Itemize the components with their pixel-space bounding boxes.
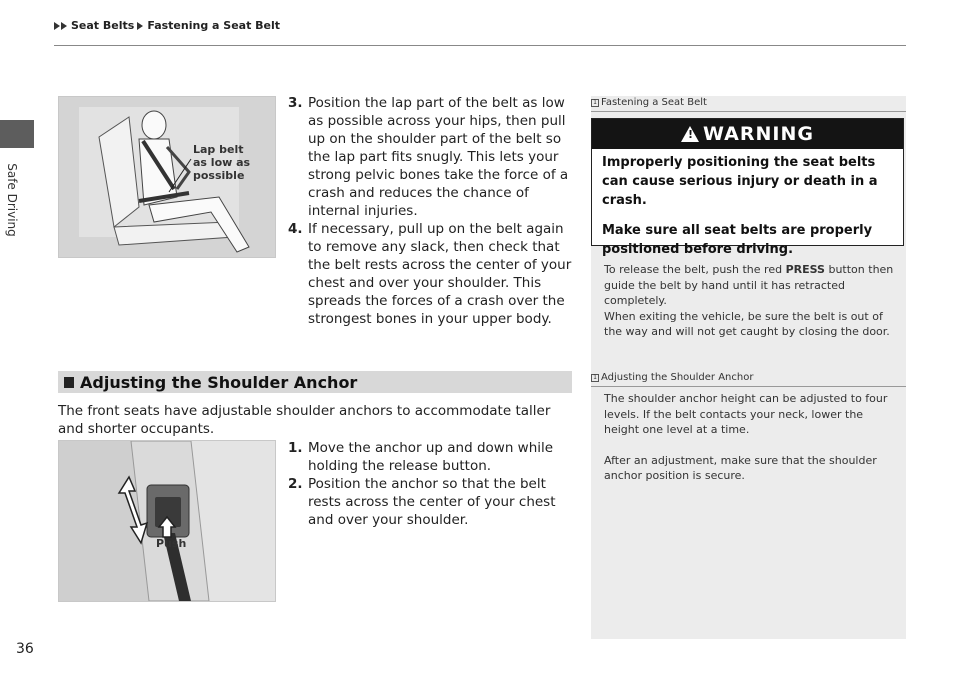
section-tab-label: Safe Driving bbox=[5, 163, 19, 237]
step-list bbox=[288, 439, 578, 529]
section-tab[interactable] bbox=[0, 160, 24, 240]
warning-triangle-icon bbox=[681, 126, 699, 142]
step-item bbox=[288, 439, 578, 475]
header-divider bbox=[54, 45, 906, 46]
section-intro: The front seats have adjustable shoulder anchors to accommodate taller and shorter occupants. bbox=[58, 403, 551, 437]
warning-body bbox=[592, 149, 903, 263]
step-text: Position the lap part of the belt as low as possible across your hips, then pull up on the shoulder part of the belt so the lap part fits snugly. This lets your strong pelvic bones take the force of a crash and reduces the chance of internal injuries. bbox=[308, 95, 569, 219]
warning-box bbox=[591, 118, 904, 257]
warning-text: Improperly positioning the seat belts can cause serious injury or death in a crash. bbox=[602, 155, 878, 208]
step-text: Move the anchor up and down while holding the release button. bbox=[308, 440, 554, 474]
warning-text: Make sure all seat belts are properly positioned before driving. bbox=[602, 223, 873, 257]
breadcrumb-arrow-icon bbox=[137, 22, 143, 30]
section-square-icon bbox=[64, 377, 74, 388]
figure-callout-line: Lap belt bbox=[193, 143, 244, 156]
step-list bbox=[288, 94, 578, 328]
seat-belt-illustration bbox=[58, 96, 276, 258]
note-reference-icon: 1 bbox=[591, 99, 599, 107]
step-text: If necessary, pull up on the belt again to remove any slack, then check that the belt rests across the center of your chest and over your shoulder. This spreads the forces of a crash over the strongest bones in your upper body. bbox=[308, 221, 572, 327]
note-paragraph: The shoulder anchor height can be adjusted to four levels. If the belt contacts your neck, lower the height one level at a time. bbox=[604, 392, 888, 436]
section-tab-marker bbox=[0, 120, 34, 148]
note-paragraph bbox=[604, 262, 896, 309]
shoulder-anchor-icon bbox=[59, 441, 275, 601]
note-heading-text: Fastening a Seat Belt bbox=[601, 97, 707, 108]
breadcrumb bbox=[54, 19, 280, 32]
page-number: 36 bbox=[16, 641, 34, 657]
step-number: 2. bbox=[288, 476, 303, 492]
note-body bbox=[604, 391, 896, 484]
step-item bbox=[288, 220, 578, 328]
step-text: Position the anchor so that the belt rests across the center of your chest and over your shoulder. bbox=[308, 476, 556, 528]
breadcrumb-item[interactable]: Seat Belts bbox=[71, 19, 135, 32]
section-title: Adjusting the Shoulder Anchor bbox=[80, 372, 358, 392]
step-item bbox=[288, 94, 578, 220]
figure-callout bbox=[193, 143, 250, 182]
warning-header bbox=[592, 119, 903, 149]
figure-callout: Push bbox=[156, 537, 187, 550]
step-number: 3. bbox=[288, 95, 303, 111]
breadcrumb-arrow-icon bbox=[61, 22, 67, 30]
warning-title: WARNING bbox=[703, 123, 814, 145]
note-paragraph: After an adjustment, make sure that the shoulder anchor position is secure. bbox=[604, 453, 877, 482]
step-number: 4. bbox=[288, 221, 303, 237]
step-item bbox=[288, 475, 578, 529]
note-text-span: To release the belt, push the red bbox=[604, 263, 786, 276]
note-heading-text: Adjusting the Shoulder Anchor bbox=[601, 372, 754, 383]
figure-callout-line: possible bbox=[193, 169, 245, 182]
note-text-span: button then guide the belt by hand until it has retracted completely. bbox=[604, 263, 894, 307]
shoulder-anchor-illustration bbox=[58, 440, 276, 602]
figure-callout-line: as low as bbox=[193, 156, 251, 169]
note-body bbox=[604, 262, 896, 340]
note-heading bbox=[591, 97, 707, 108]
note-reference-icon: 1 bbox=[591, 374, 599, 382]
section-header bbox=[58, 371, 572, 393]
breadcrumb-item[interactable]: Fastening a Seat Belt bbox=[147, 19, 281, 32]
step-number: 1. bbox=[288, 440, 303, 456]
breadcrumb-arrow-icon bbox=[54, 22, 60, 30]
note-paragraph: When exiting the vehicle, be sure the belt is out of the way and will not get caught by closing the door. bbox=[604, 309, 890, 338]
note-heading bbox=[591, 372, 753, 383]
note-divider bbox=[591, 386, 906, 387]
press-button-label: PRESS bbox=[785, 263, 825, 276]
note-divider bbox=[591, 111, 906, 112]
